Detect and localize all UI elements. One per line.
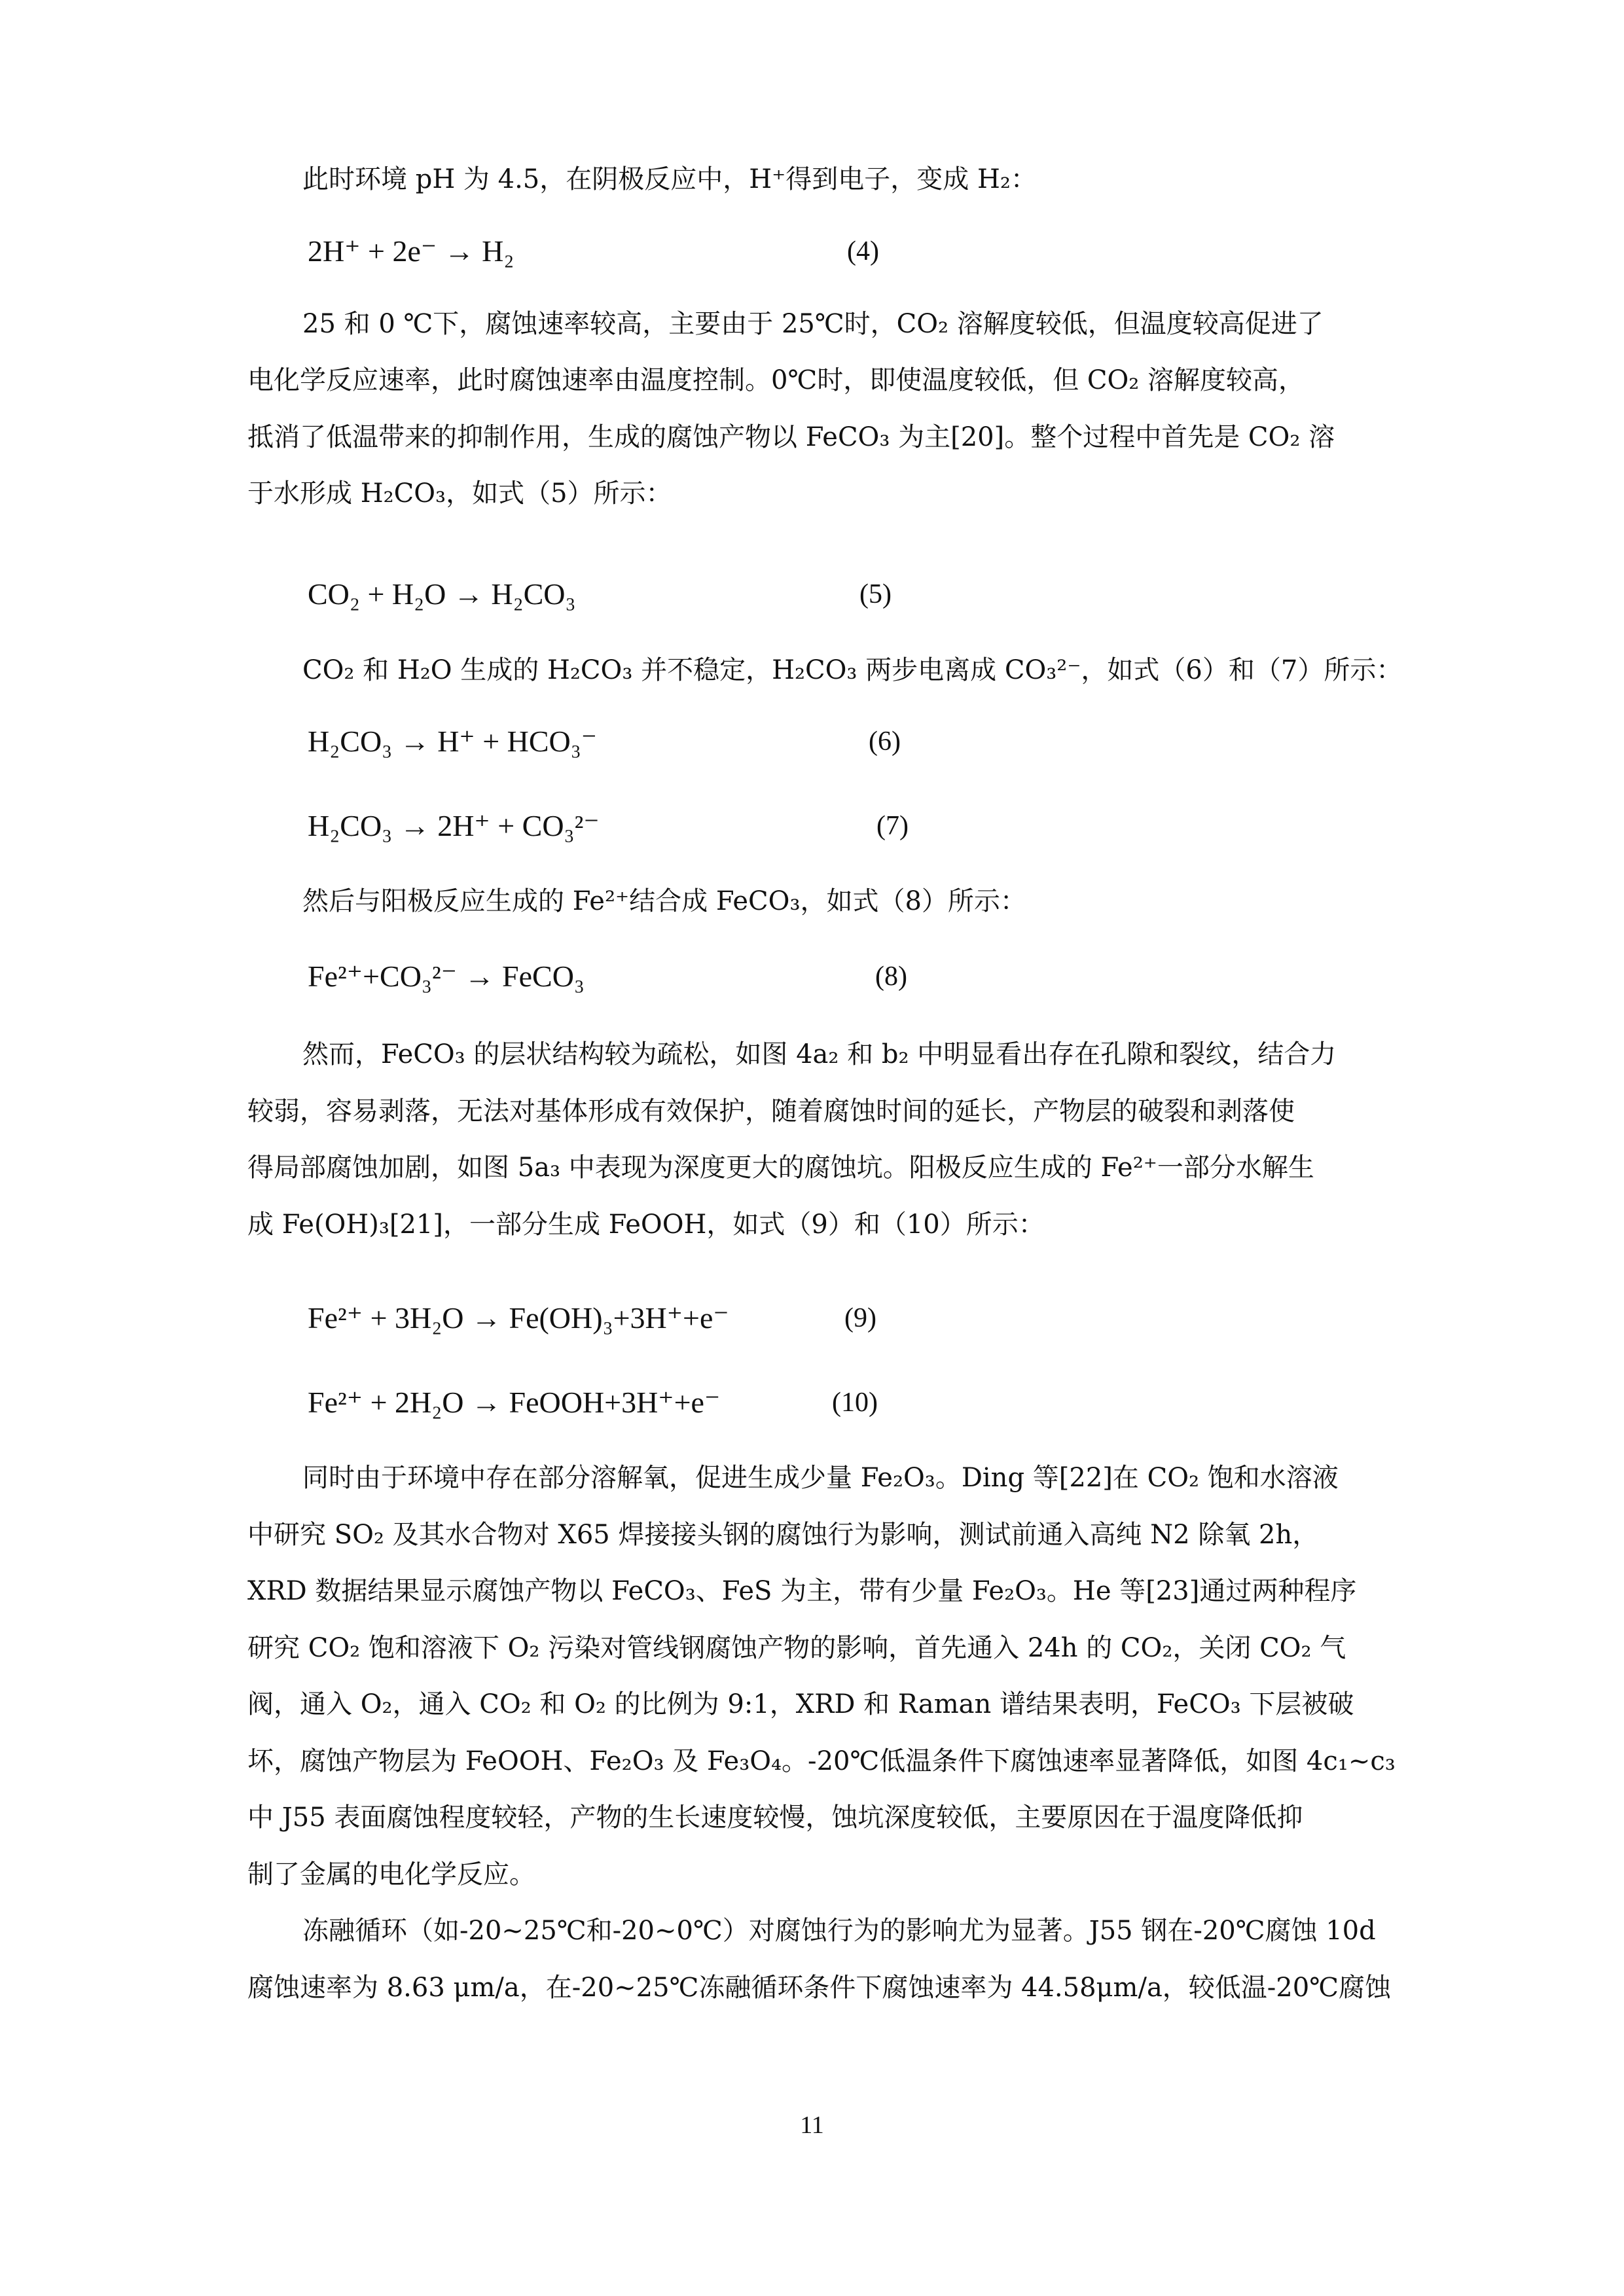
paragraph-line: 同时由于环境中存在部分溶解氧，促进生成少量 Fe₂O₃。Ding 等[22]在 CO₂ 饱和水溶液 <box>302 1463 1339 1493</box>
equation-7: H₂CO₃ → 2H⁺ + CO₃²⁻ <box>308 809 600 842</box>
paragraph-line: 阀，通入 O₂，通入 CO₂ 和 O₂ 的比例为 9:1，XRD 和 Raman 谱结果表明，FeCO₃ 下层被破 <box>247 1689 1354 1719</box>
page-number: 11 <box>800 2111 824 2139</box>
paragraph-line: 较弱，容易剥落，无法对基体形成有效保护，随着腐蚀时间的延长，产物层的破裂和剥落使 <box>247 1096 1295 1126</box>
equation-8: Fe²⁺+CO₃²⁻ → FeCO₃ <box>308 960 585 993</box>
equation-number: (6) <box>869 726 901 757</box>
paragraph-line: 中 J55 表面腐蚀程度较轻，产物的生长速度较慢，蚀坑深度较低，主要原因在于温度降低抑 <box>247 1803 1303 1833</box>
paragraph-line: 腐蚀速率为 8.63 μm/a，在-20~25℃冻融循环条件下腐蚀速率为 44.58μm/a，较低温-20℃腐蚀 <box>247 1973 1391 2003</box>
paragraph-line: 于水形成 H₂CO₃，如式（5）所示： <box>247 478 672 509</box>
paragraph-line: 成 Fe(OH)₃[21]，一部分生成 FeOOH，如式（9）和（10）所示： <box>247 1210 1045 1240</box>
equation-number: (10) <box>832 1388 878 1418</box>
paragraph-line: 然而，FeCO₃ 的层状结构较为疏松，如图 4a₂ 和 b₂ 中明显看出存在孔隙和裂纹，结合力 <box>302 1039 1337 1069</box>
paragraph-line: 中研究 SO₂ 及其水合物对 X65 焊接接头钢的腐蚀行为影响，测试前通入高纯 N2 除氧 2h， <box>247 1520 1319 1550</box>
paragraph-line: 冻融循环（如-20~25℃和-20~0℃）对腐蚀行为的影响尤为显著。J55 钢在-20℃腐蚀 10d <box>302 1916 1376 1946</box>
equation-9: Fe²⁺ + 3H₂O → Fe(OH)₃+3H⁺+e⁻ <box>308 1301 729 1335</box>
paragraph-line: 此时环境 pH 为 4.5，在阴极反应中，H⁺得到电子，变成 H₂： <box>302 164 1037 194</box>
equation-6: H₂CO₃ → H⁺ + HCO₃⁻ <box>308 725 598 758</box>
paragraph-line: 坏，腐蚀产物层为 FeOOH、Fe₂O₃ 及 Fe₃O₄。-20℃低温条件下腐蚀速率显著降低，如图 4c₁~c₃ <box>247 1746 1396 1776</box>
equation-number: (5) <box>859 579 892 609</box>
equation-number: (9) <box>844 1303 876 1333</box>
equation-number: (8) <box>875 961 907 992</box>
equation-number: (4) <box>847 236 879 266</box>
paragraph-line: 电化学反应速率，此时腐蚀速率由温度控制。0℃时，即使温度较低，但 CO₂ 溶解度较高， <box>247 365 1305 395</box>
equation-4: 2H⁺ + 2e⁻ → H₂ <box>308 234 514 268</box>
paragraph-line: 25 和 0 ℃下，腐蚀速率较高，主要由于 25℃时，CO₂ 溶解度较低，但温度较高促进了 <box>302 309 1324 339</box>
paragraph-line: CO₂ 和 H₂O 生成的 H₂CO₃ 并不稳定，H₂CO₃ 两步电离成 CO₃²⁻，如式（6）和（7）所示： <box>302 655 1403 685</box>
paragraph-line: 研究 CO₂ 饱和溶液下 O₂ 污染对管线钢腐蚀产物的影响，首先通入 24h 的 CO₂，关闭 CO₂ 气 <box>247 1633 1346 1663</box>
equation-number: (7) <box>876 811 909 841</box>
equation-10: Fe²⁺ + 2H₂O → FeOOH+3H⁺+e⁻ <box>308 1386 721 1419</box>
paragraph-line: XRD 数据结果显示腐蚀产物以 FeCO₃、FeS 为主，带有少量 Fe₂O₃。He 等[23]通过两种程序 <box>247 1576 1357 1606</box>
paragraph-line: 得局部腐蚀加剧，如图 5a₃ 中表现为深度更大的腐蚀坑。阳极反应生成的 Fe²⁺一部分水解生 <box>247 1153 1314 1183</box>
equation-5: CO₂ + H₂O → H₂CO₃ <box>308 577 576 611</box>
paragraph-line: 抵消了低温带来的抑制作用，生成的腐蚀产物以 FeCO₃ 为主[20]。整个过程中首先是 CO₂ 溶 <box>247 422 1335 452</box>
paragraph-line: 然后与阳极反应生成的 Fe²⁺结合成 FeCO₃，如式（8）所示： <box>302 886 1026 916</box>
paragraph-line: 制了金属的电化学反应。 <box>247 1859 535 1890</box>
